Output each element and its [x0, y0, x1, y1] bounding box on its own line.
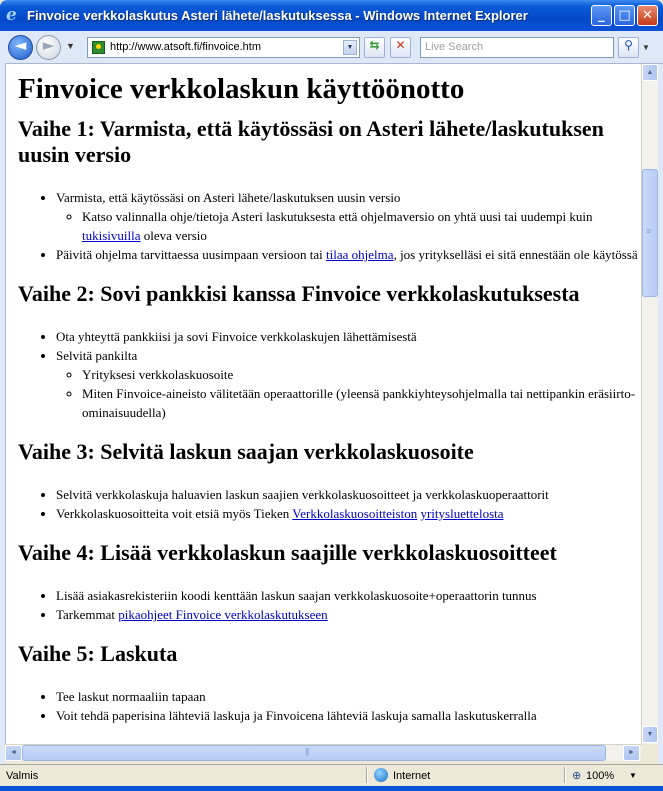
step5-heading: Vaihe 5: Laskuta	[18, 641, 178, 666]
verkkolaskuosoitteiston-link[interactable]: Verkkolaskuosoitteiston	[292, 506, 418, 521]
back-button[interactable]: ◄	[8, 35, 33, 60]
step4-list	[18, 586, 638, 624]
maximize-button[interactable]: □	[614, 5, 635, 26]
title-bar	[0, 0, 663, 31]
step3-list	[18, 485, 638, 523]
globe-icon	[374, 768, 388, 782]
search-icon[interactable]: ⚲	[618, 37, 639, 58]
step1-heading: Vaihe 1: Varmista, että käytössäsi on Asteri lähete/laskutuksen uusin versio	[18, 116, 604, 167]
vertical-scrollbar[interactable]	[641, 64, 658, 744]
list-item: • Lisää asiakasrekisteriin koodi kenttään laskun saajan verkkolaskuosoite+operaattorin tunnus	[56, 586, 638, 605]
window-frame-bottom	[0, 786, 663, 791]
ie-logo-icon: e	[6, 5, 17, 25]
search-input[interactable]: Live Search	[425, 41, 484, 53]
step1-list	[18, 188, 638, 264]
scroll-left-icon[interactable]: ◄	[5, 745, 22, 761]
navigation-bar	[0, 31, 663, 64]
list-item: • Voit tehdä paperisina lähteviä laskuja ja Finvoicena lähteviä laskuja samalla laskutuskerralla	[56, 706, 638, 725]
status-text: Valmis	[6, 770, 39, 782]
list-item: • Päivitä ohjelma tarvittaessa uusimpaan versioon tai tilaa ohjelma, jos yritykselläsi ei sitä ennestään ole käytössä	[56, 245, 638, 264]
horizontal-scrollbar[interactable]	[5, 744, 641, 761]
list-item: • Selvitä pankilta ◦ Yrityksesi verkkolaskuosoite ◦ Miten Finvoice-aineisto välitetään operaattorille (yleensä pankkiyhteysohjelmalla tai nettipankin eräsiirto-ominaisuudella)	[56, 346, 638, 422]
status-bar	[0, 764, 663, 786]
pikaohjeet-link[interactable]: pikaohjeet Finvoice verkkolaskutukseen	[118, 607, 328, 622]
address-input[interactable]: http://www.atsoft.fi/finvoice.htm	[110, 41, 262, 53]
page-viewport	[5, 64, 641, 744]
list-item: • Varmista, että käytössäsi on Asteri lähete/laskutuksen uusin versio ◦ Katso valinnalla ohje/tietoja Asteri laskutuksesta että ohjelmaversio on yhtä uusi tai uudempi kuin tukisivuilla oleva versio	[56, 188, 638, 245]
scroll-down-icon[interactable]: ▼	[642, 726, 658, 743]
scrollbar-corner	[641, 744, 658, 761]
stop-button[interactable]: ✕	[390, 37, 411, 58]
page-favicon-icon	[92, 41, 105, 54]
minimize-button[interactable]: _	[591, 5, 612, 26]
zoom-level[interactable]: 100%	[586, 770, 615, 782]
list-item: • Tee laskut normaaliin tapaan	[56, 687, 638, 706]
list-item: ◦ Yrityksesi verkkolaskuosoite	[82, 365, 638, 384]
search-options-dropdown-icon[interactable]: ▼	[642, 43, 650, 52]
zoom-icon[interactable]: ⊕	[572, 770, 582, 782]
tilaa-ohjelma-link[interactable]: tilaa ohjelma	[326, 247, 394, 262]
step3-heading: Vaihe 3: Selvitä laskun saajan verkkolaskuosoite	[18, 439, 474, 464]
yritysluettelosta-link[interactable]: yritysluettelosta	[420, 506, 504, 521]
page-content	[18, 64, 638, 725]
step4-heading: Vaihe 4: Lisää verkkolaskun saajille verkkolaskuosoitteet	[18, 540, 557, 565]
page-title: Finvoice verkkolaskun käyttöönotto	[18, 73, 465, 105]
refresh-button[interactable]: ⇆	[364, 37, 385, 58]
list-item: ◦ Katso valinnalla ohje/tietoja Asteri laskutuksesta että ohjelmaversio on yhtä uusi tai uudempi kuin tukisivuilla oleva versio	[82, 207, 638, 245]
close-button[interactable]: ✕	[637, 5, 658, 26]
recent-pages-dropdown-icon[interactable]: ▼	[66, 41, 75, 51]
step5-list	[18, 687, 638, 725]
horizontal-scroll-thumb[interactable]	[22, 745, 606, 761]
status-separator	[366, 767, 368, 783]
scroll-up-icon[interactable]: ▲	[642, 64, 658, 81]
window-frame-right	[658, 64, 663, 764]
scroll-right-icon[interactable]: ►	[623, 745, 640, 761]
list-item: • Ota yhteyttä pankkiisi ja sovi Finvoice verkkolaskujen lähettämisestä	[56, 327, 638, 346]
zoom-dropdown-icon[interactable]: ▼	[629, 771, 637, 780]
list-item: • Verkkolaskuosoitteita voit etsiä myös Tieken Verkkolaskuosoitteiston yritysluettelosta	[56, 504, 638, 523]
step2-heading: Vaihe 2: Sovi pankkisi kanssa Finvoice verkkolaskutuksesta	[18, 281, 580, 306]
list-item: • Selvitä verkkolaskuja haluavien laskun saajien verkkolaskuosoitteet ja verkkolaskuoperaattorit	[56, 485, 638, 504]
window-title: Finvoice verkkolaskutus Asteri lähete/laskutuksessa - Windows Internet Explorer	[27, 8, 528, 23]
tukisivuilla-link[interactable]: tukisivuilla	[82, 228, 141, 243]
security-zone[interactable]: Internet	[393, 770, 431, 782]
status-separator	[564, 767, 566, 783]
vertical-scroll-thumb[interactable]	[642, 169, 658, 297]
step2-list	[18, 327, 638, 422]
list-item: ◦ Miten Finvoice-aineisto välitetään operaattorille (yleensä pankkiyhteysohjelmalla tai nettipankin eräsiirto-ominaisuudella)	[82, 384, 638, 422]
address-bar[interactable]	[87, 37, 360, 58]
list-item: • Tarkemmat pikaohjeet Finvoice verkkolaskutukseen	[56, 605, 638, 624]
forward-button[interactable]: ►	[36, 35, 61, 60]
address-dropdown-icon[interactable]: ▼	[343, 40, 357, 55]
search-box[interactable]	[420, 37, 614, 58]
